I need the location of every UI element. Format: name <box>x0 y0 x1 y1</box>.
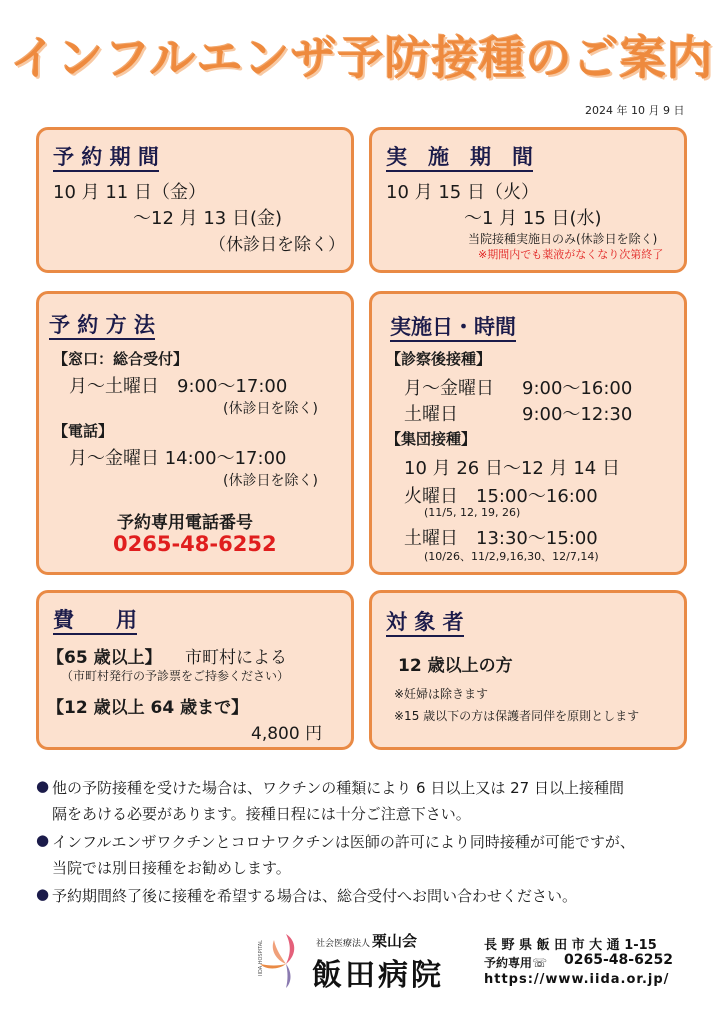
corp-name: 栗山会 <box>372 932 418 950</box>
note-3-line1: 予約期間終了後に接種を希望する場合は、総合受付へお問い合わせください。 <box>52 887 578 905</box>
phone-label: 【電話】 <box>53 422 114 440</box>
reservation-method-box <box>36 291 354 575</box>
target-box <box>369 590 687 750</box>
hospital-url-link[interactable]: https://www.iida.or.jp/ <box>484 972 670 987</box>
counter-exclusion: (休診日を除く) <box>223 401 318 417</box>
reservation-period-box <box>36 127 354 273</box>
bullet-icon: ● <box>36 777 50 795</box>
counter-label: 【窓口：総合受付】 <box>53 350 189 368</box>
target-main: 12 歳以上の方 <box>398 656 513 676</box>
reservation-start: 10 月 11 日（金） <box>53 182 206 203</box>
implementation-stock-note: ※期間内でも薬液がなくなり次第終了 <box>478 248 664 261</box>
counter-hours: 月～土曜日 9:00～17:00 <box>69 376 288 397</box>
phone-hours: 月～金曜日 14:00～17:00 <box>69 448 287 469</box>
saturday-label: 土曜日 <box>404 404 458 425</box>
bullet-icon: ● <box>36 831 50 849</box>
saturday-time: 9:00～12:30 <box>522 404 633 425</box>
corp-type: 社会医療法人 <box>316 939 371 949</box>
reservation-period-heading: 予 約 期 間 <box>53 144 159 172</box>
group-saturday: 土曜日 13:30～15:00 <box>404 528 598 549</box>
issue-date: 2024 年 10 月 9 日 <box>585 104 685 117</box>
senior-note: （市町村発行の予診票をご持参ください） <box>61 669 290 683</box>
reservation-method-heading: 予 約 方 法 <box>49 312 155 340</box>
senior-value: 市町村による <box>185 648 287 668</box>
schedule-heading: 実施日・時間 <box>390 314 516 342</box>
after-exam-label: 【診察後接種】 <box>386 350 492 368</box>
hospital-name: 飯田病院 <box>312 958 444 993</box>
implementation-period-box <box>369 127 687 273</box>
bullet-icon: ● <box>36 885 50 903</box>
implementation-end: ～1 月 15 日(水) <box>464 208 602 229</box>
reservation-end: ～12 月 13 日(金) <box>133 208 283 229</box>
logo-text: IIDA HOSPITAL <box>258 940 264 976</box>
phone-exclusion: (休診日を除く) <box>223 473 318 489</box>
cost-box <box>36 590 354 750</box>
weekday-label: 月～金曜日 <box>404 378 494 399</box>
footer-phone-label: 予約専用☏ <box>484 956 548 970</box>
implementation-start: 10 月 15 日（火） <box>386 182 539 203</box>
target-heading: 対 象 者 <box>386 609 464 637</box>
senior-label: 【65 歳以上】 <box>47 648 162 668</box>
cost-heading: 費 用 <box>53 607 137 635</box>
adult-label: 【12 歳以上 64 歳まで】 <box>47 698 249 718</box>
group-period: 10 月 26 日～12 月 14 日 <box>404 458 620 479</box>
group-tuesday-dates: (11/5, 12, 19, 26) <box>424 506 521 519</box>
note-1-line1: 他の予防接種を受けた場合は、ワクチンの種類により 6 日以上又は 27 日以上接種間 <box>52 779 624 797</box>
implementation-period-heading: 実 施 期 間 <box>386 144 533 172</box>
group-label: 【集団接種】 <box>386 430 477 448</box>
note-2-line1: インフルエンザワクチンとコロナワクチンは医師の許可により同時接種が可能ですが、 <box>52 833 635 851</box>
schedule-box <box>369 291 687 575</box>
hospital-address: 長 野 県 飯 田 市 大 通 1-15 <box>484 938 657 953</box>
note-2-line2: 当院では別日接種をお勧めします。 <box>52 859 291 877</box>
note-1-line2: 隔をあける必要があります。接種日程には十分ご注意下さい。 <box>52 805 471 823</box>
implementation-note: 当院接種実施日のみ(休診日を除く) <box>468 232 658 246</box>
target-note-minor: ※15 歳以下の方は保護者同伴を原則とします <box>394 709 640 723</box>
weekday-time: 9:00～16:00 <box>522 378 633 399</box>
hospital-logo-icon <box>256 930 308 996</box>
reservation-exclusion: （休診日を除く） <box>209 235 345 255</box>
dedicated-phone-number: 0265-48-6252 <box>113 532 277 556</box>
page-title: インフルエンザ予防接種のご案内 <box>10 31 714 85</box>
footer-phone-number: 0265-48-6252 <box>564 952 674 968</box>
group-saturday-dates: (10/26、11/2,9,16,30、12/7,14) <box>424 550 599 563</box>
adult-price: 4,800 円 <box>251 724 323 744</box>
target-note-pregnant: ※妊婦は除きます <box>394 687 489 701</box>
group-tuesday: 火曜日 15:00～16:00 <box>404 486 598 507</box>
dedicated-phone-label: 予約専用電話番号 <box>117 513 253 533</box>
